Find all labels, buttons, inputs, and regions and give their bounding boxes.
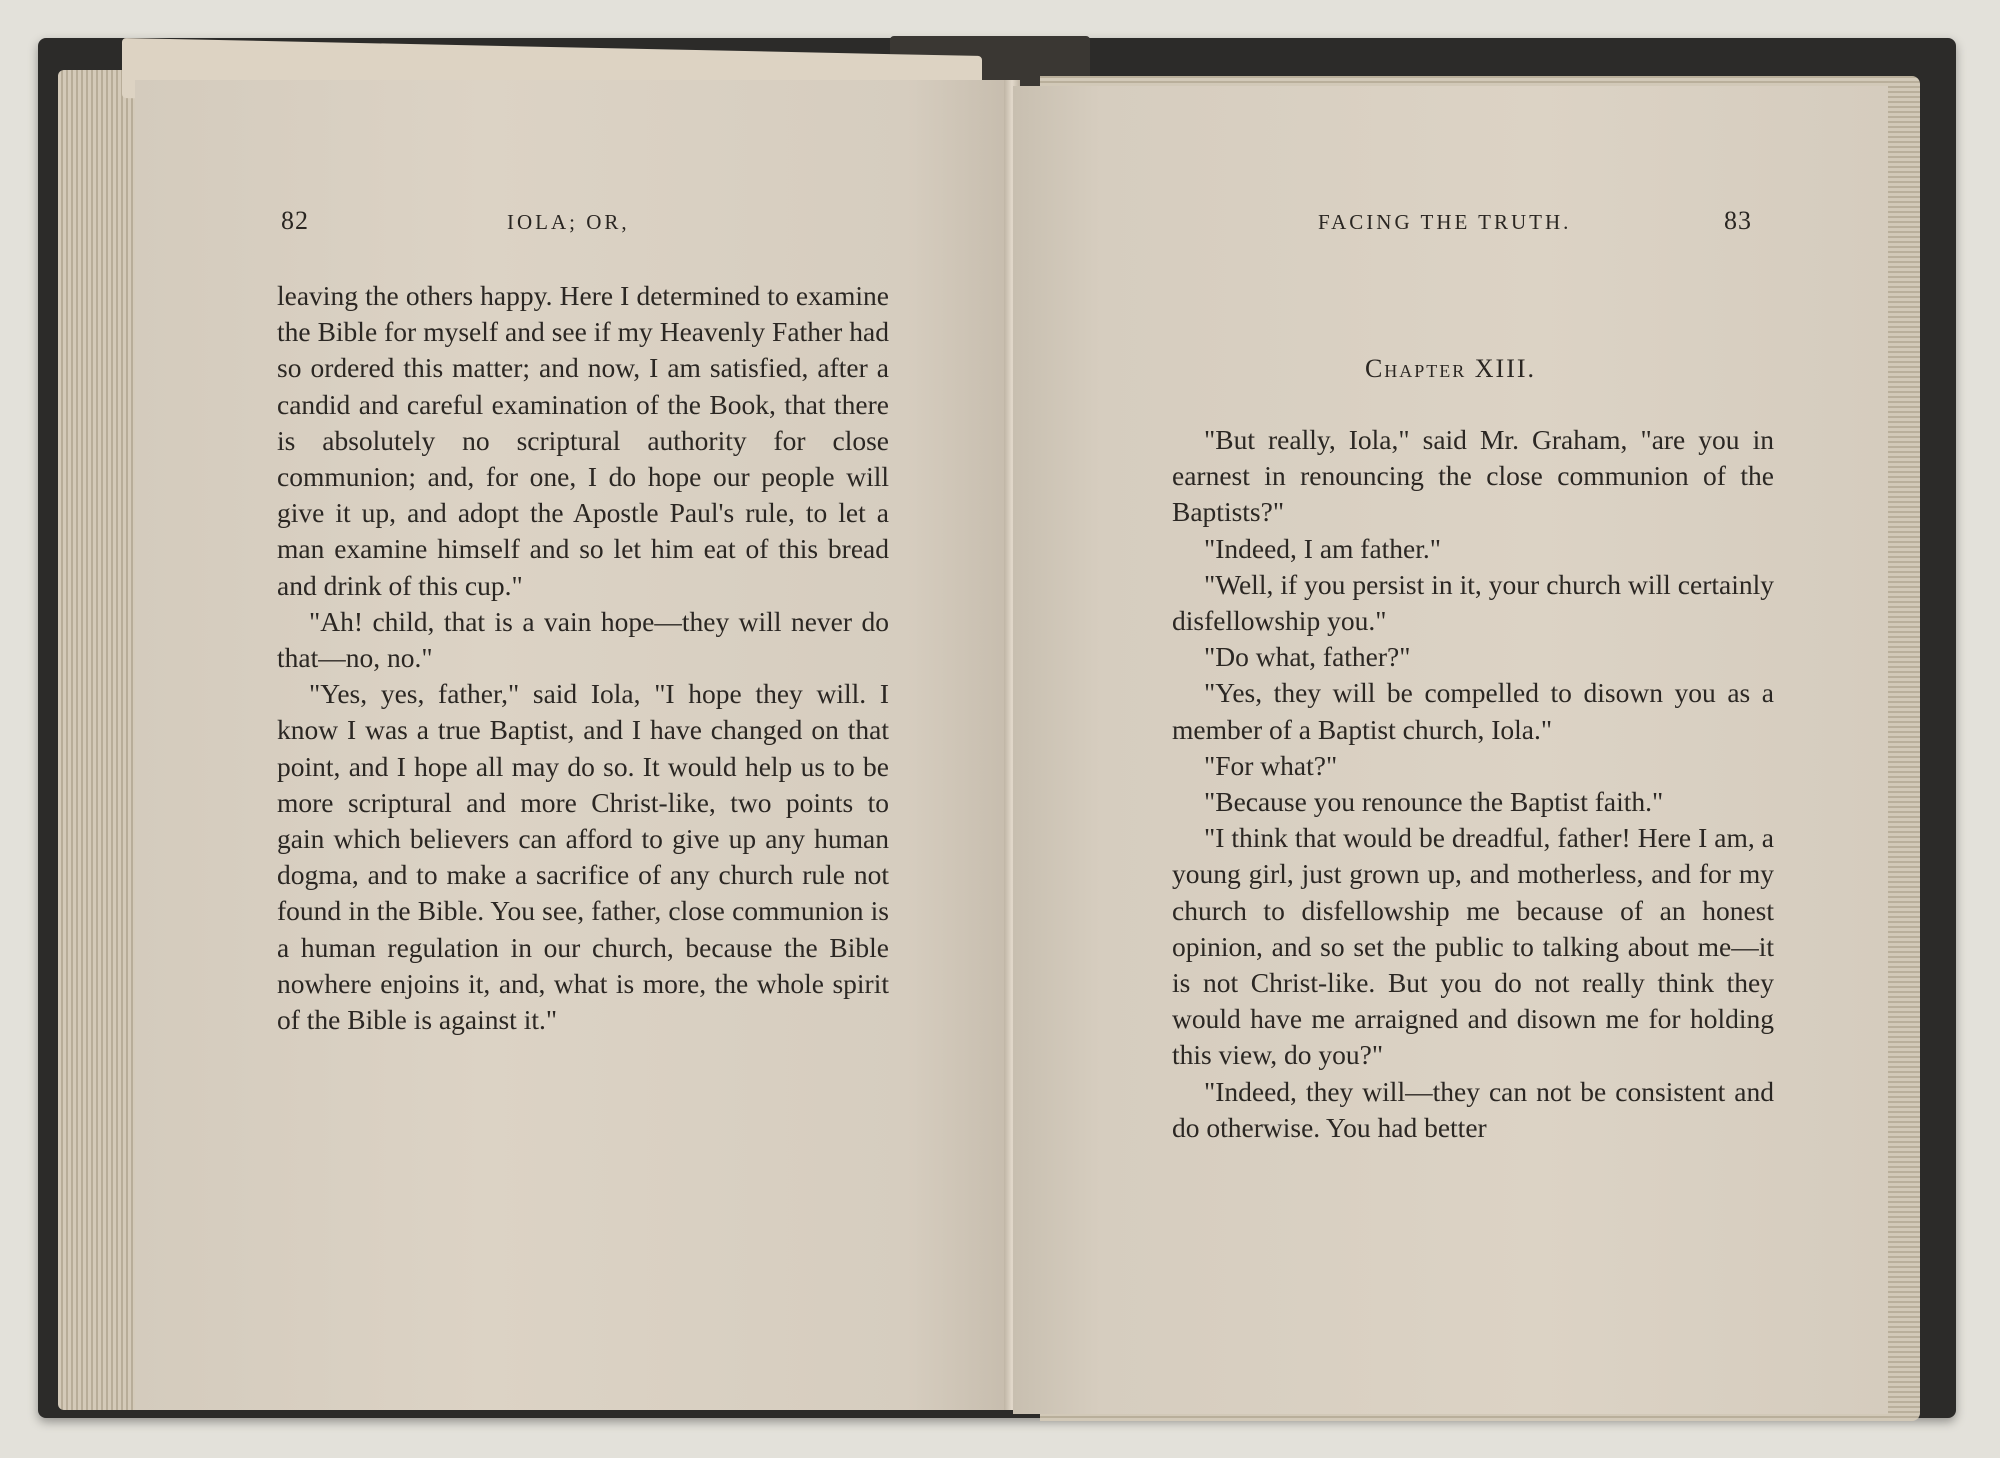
left-running-head: IOLA; OR, — [507, 210, 630, 234]
paragraph: "I think that would be dreadful, father! Here I am, a young girl, just grown up, and motherless, and for my church to disfellowship me because of an honest opinion, and so set the public to talking about me—it is not Christ-like. But you do not really think they would have me arraigned and disown me for holding this view, do you?" — [1172, 822, 1774, 1071]
left-page-text — [277, 278, 889, 1038]
paragraph: leaving the others happy. Here I determined to examine the Bible for myself and see if my Heavenly Father had so ordered this matter; and now, I am satisfied, after a candid and careful examination of the Book, that there is absolutely no scriptural authority for close communion; and, for one, I do hope our people will give it up, and adopt the Apostle Paul's rule, to let a man examine himself and so let him eat of this bread and drink of this cup." — [277, 280, 889, 601]
paragraph: "Indeed, they will—they can not be consistent and do otherwise. You had better — [1172, 1075, 1774, 1143]
paragraph: "Yes, yes, father," said Iola, "I hope they will. I know I was a true Baptist, and I have changed on that point, and I hope all may do so. It would help us to be more scriptural and more Christ-like, two points to gain which believers can afford to give up any human dogma, and to make a sacrifice of any church rule not found in the Bible. You see, father, close communion is a human regulation in our church, because the Bible nowhere enjoins it, and, what is more, the whole spirit of the Bible is against it." — [277, 678, 889, 1036]
paragraph: "Yes, they will be compelled to disown you as a member of a Baptist church, Iola." — [1172, 677, 1774, 745]
right-running-head: FACING THE TRUTH. — [1318, 210, 1572, 234]
paragraph: "Indeed, I am father." — [1204, 532, 1441, 564]
paragraph: "But really, Iola," said Mr. Graham, "are you in earnest in renouncing the close communion of the Baptists?" — [1172, 424, 1774, 528]
left-page-number: 82 — [281, 206, 309, 235]
chapter-heading: Chapter XIII. — [1364, 354, 1537, 383]
paragraph: "Well, if you persist in it, your church will certainly disfellowship you." — [1172, 568, 1774, 637]
paragraph: "Ah! child, that is a vain hope—they will never do that—no, no." — [277, 605, 889, 674]
paragraph: "Do what, father?" — [1204, 641, 1411, 673]
right-page — [1013, 86, 1888, 1414]
paragraph: "Because you renounce the Baptist faith." — [1204, 786, 1664, 818]
left-page-edges — [58, 70, 138, 1410]
right-page-text — [1172, 422, 1774, 1146]
paragraph: "For what?" — [1204, 749, 1338, 781]
right-page-number: 83 — [1724, 206, 1752, 235]
left-page — [135, 80, 1013, 1410]
